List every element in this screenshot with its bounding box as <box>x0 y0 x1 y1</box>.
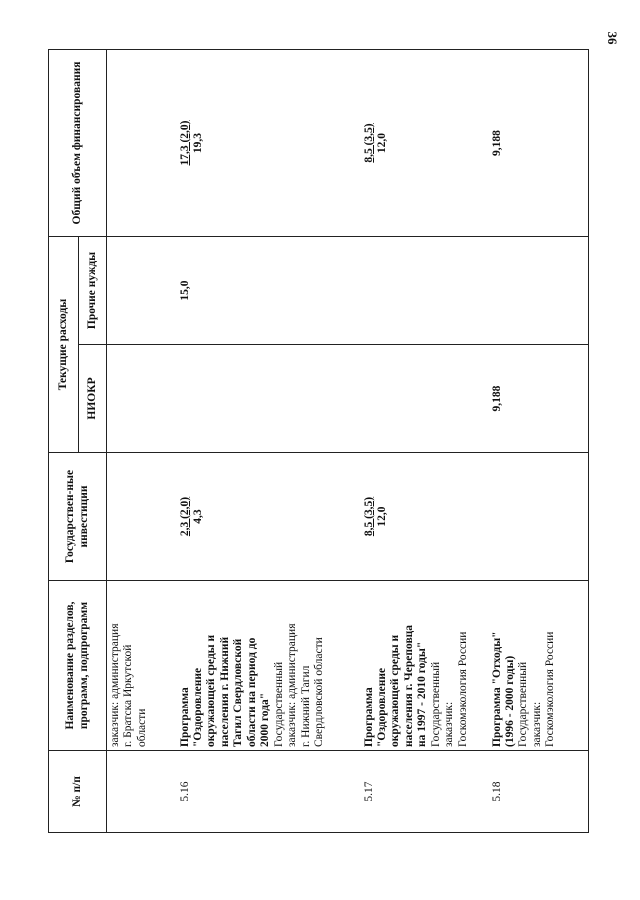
gov-invest-cell: 2,3 (2,0) 4,3 <box>177 453 361 581</box>
other-needs-cell <box>361 237 489 345</box>
page-number: 36 <box>605 31 620 45</box>
header-other-needs: Прочие нужды <box>79 237 107 345</box>
header-number: № п/п <box>49 751 107 833</box>
total-cell: 9,188 <box>489 50 589 237</box>
carryover-text: заказчик: администрация г. Братска Иркутской области <box>107 581 177 751</box>
niokr-cell <box>361 345 489 453</box>
header-name: Наименование разделов, программ, подпрограмм <box>49 581 107 751</box>
row-name: Программа "Оздоровление окружающей среды и населения г. Нижний Тагил Свердловской области на период до 2000 года" Государственный заказчик: администрация г. Нижний Тагил Свердловской области <box>177 581 361 751</box>
gov-invest-cell <box>489 453 589 581</box>
row-name: Программа "Отходы" (1996 - 2000 годы) Государственный заказчик: Госкомэкология России <box>489 581 589 751</box>
table-row <box>361 50 489 833</box>
header-gov-invest: Государствен-ные инвестиции <box>49 453 107 581</box>
other-needs-cell <box>489 237 589 345</box>
row-number: 5.16 <box>177 751 361 833</box>
niokr-cell: 9,188 <box>489 345 589 453</box>
header-total-financing: Общий объем финансирования <box>49 50 107 237</box>
table-row-carryover <box>107 50 177 833</box>
table-row <box>489 50 589 833</box>
total-cell: 8,5 (3,5) 12,0 <box>361 50 489 237</box>
niokr-cell <box>177 345 361 453</box>
total-cell: 17,3 (2,0) 19,3 <box>177 50 361 237</box>
row-name: Программа "Оздоровление окружающей среды и населения г. Череповца на 1997 - 2010 годы" Государственный заказчик: Госкомэкология России <box>361 581 489 751</box>
other-needs-cell: 15,0 <box>177 237 361 345</box>
row-number: 5.17 <box>361 751 489 833</box>
row-number: 5.18 <box>489 751 589 833</box>
header-niokr: НИОКР <box>79 345 107 453</box>
gov-invest-cell: 8,5 (3,5) 12,0 <box>361 453 489 581</box>
header-current-expenses: Текущие расходы <box>49 237 79 453</box>
table-row <box>177 50 361 833</box>
financing-table <box>48 49 589 833</box>
rotated-content <box>48 0 620 900</box>
rotated-page <box>48 0 620 900</box>
